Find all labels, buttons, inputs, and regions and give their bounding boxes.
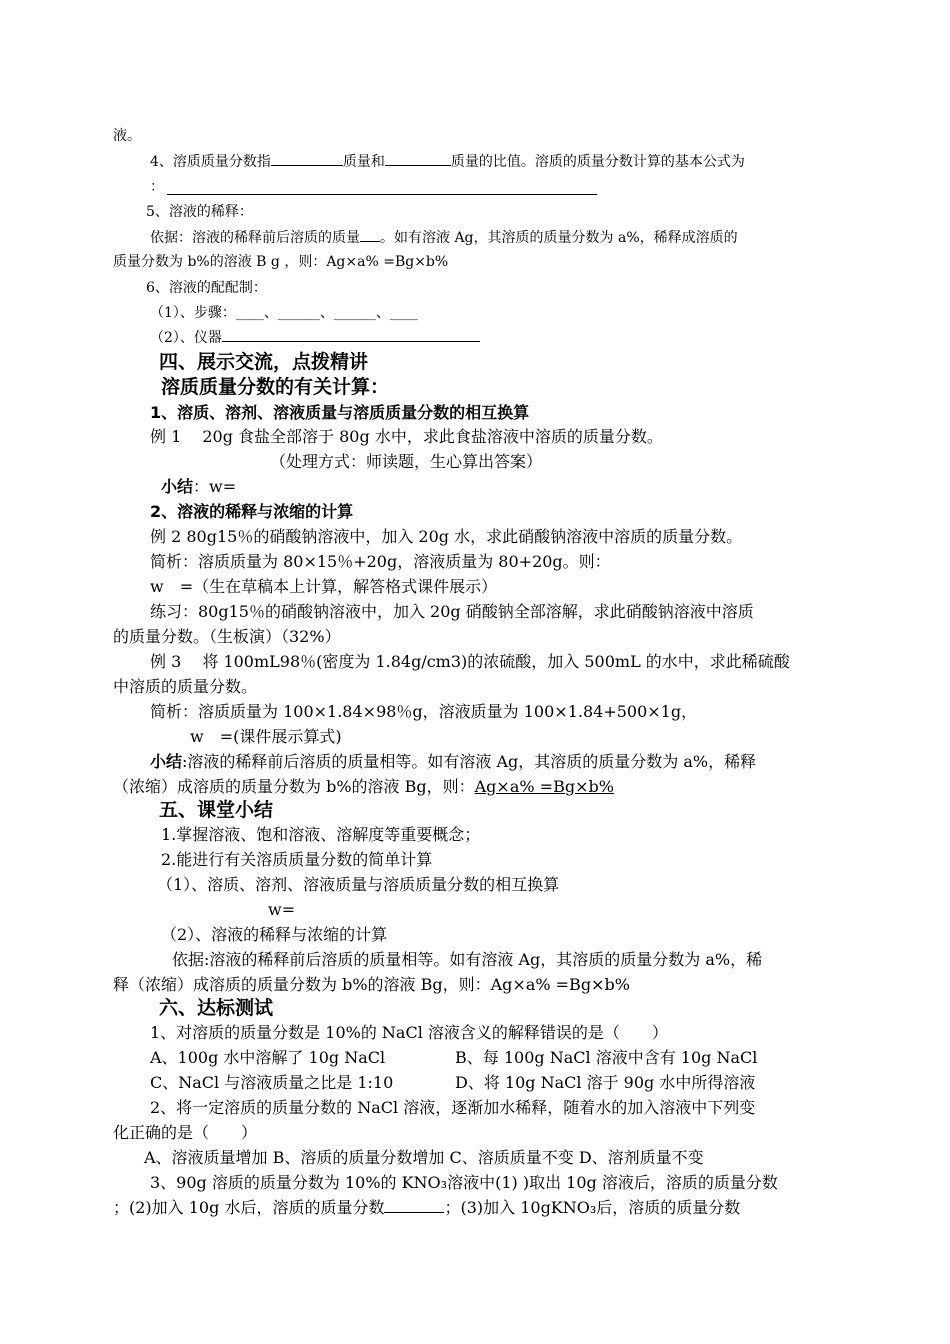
item-6-heading: 6、溶液的配配制： xyxy=(146,280,267,296)
item-5-basis-text-a: 依据：溶液的稀释前后溶质的质量 xyxy=(150,230,360,246)
question-1: 1、对溶质的质量分数是 10%的 NaCl 溶液含义的解释错误的是（ ） xyxy=(150,1023,668,1042)
item-4-line xyxy=(150,151,745,172)
section-6-title: 六、达标测试 xyxy=(159,997,274,1019)
question-2-line-1: 2、将一定溶质的质量分数的 NaCl 溶液，逐渐加水稀释，随着水的加入溶液中下列变 xyxy=(150,1098,756,1117)
summary-label: 小结 xyxy=(161,477,194,496)
item-6-instruments xyxy=(150,327,480,348)
example-2-w: w =（生在草稿本上计算，解答格式课件展示） xyxy=(150,577,498,596)
item-5-basis-line-2: 质量分数为 b%的溶液 B g ，则：Ag×a% =Bg×b% xyxy=(113,254,449,270)
question-1-option-a[interactable]: A、100g 水中溶解了 10g NaCl xyxy=(150,1048,386,1067)
practice-line-1: 练习：80g15％的硝酸钠溶液中，加入 20g 硝酸钠全部溶解，求此硝酸钠溶液中溶质 xyxy=(150,602,754,621)
summary-point-3-w: w= xyxy=(268,900,296,919)
summary-text: :溶液的稀释前后溶质的质量相等。如有溶液 Ag，其溶质的质量分数为 a%，稀释 xyxy=(182,752,757,771)
example-2: 例 2 80g15％的硝酸钠溶液中，加入 20g 水，求此硝酸钠溶液中溶质的质量分数。 xyxy=(150,527,743,546)
item-4-formula-line: ： xyxy=(150,179,164,195)
summary-2-line-2 xyxy=(113,776,614,798)
question-1-option-d[interactable]: D、将 10g NaCl 溶于 90g 水中所得溶液 xyxy=(455,1073,756,1092)
summary-1 xyxy=(161,476,236,498)
summary-basis-line-2: 释（浓缩）成溶质的质量分数为 b%的溶液 Bg，则：Ag×a% =Bg×b% xyxy=(113,975,630,994)
question-3-line-2 xyxy=(113,1197,740,1219)
question-2-line-2: 化正确的是（ ） xyxy=(113,1123,258,1142)
summary-point-1: 1.掌握溶液、饱和溶液、溶解度等重要概念； xyxy=(161,825,481,844)
fill-blank[interactable] xyxy=(271,151,343,166)
question-1-option-b[interactable]: B、每 100g NaCl 溶液中含有 10g NaCl xyxy=(455,1048,758,1067)
example-3-line-1: 例 3 将 100mL98％(密度为 1.84g/cm3)的浓硫酸，加入 500mL 的水中，求此稀硫酸 xyxy=(150,652,790,671)
item-5-basis-text-b: 。如有溶液 Ag，其溶质的质量分数为 a%，稀释成溶质的 xyxy=(380,230,738,246)
summary-2-line-1 xyxy=(150,751,756,773)
example-1: 例 1 20g 食盐全部溶于 80g 水中，求此食盐溶液中溶质的质量分数。 xyxy=(150,427,663,446)
section-5-title: 五、课堂小结 xyxy=(159,799,274,821)
question-3-line-1: 3、90g 溶质的质量分数为 10%的 KNO₃溶液中(1) )取出 10g 溶液后，溶质的质量分数 xyxy=(150,1173,778,1192)
fill-blank[interactable] xyxy=(222,327,480,342)
summary-label: 小结 xyxy=(150,752,183,771)
item-5-basis-line xyxy=(150,227,738,248)
example-2-analysis: 简析：溶质质量为 80×15％+20g，溶液质量为 80+20g。则： xyxy=(150,552,611,571)
summary-formula: Ag×a% =Bg×b% xyxy=(474,777,614,796)
practice-line-2: 的质量分数。（生板演）（32%） xyxy=(113,627,341,646)
summary-text: （浓缩）成溶质的质量分数为 b%的溶液 Bg，则： xyxy=(113,777,475,796)
summary-text: ：w= xyxy=(193,477,237,496)
section-4-heading-1: 1、溶质、溶剂、溶液质量与溶质质量分数的相互换算 xyxy=(150,403,530,422)
question-2-options[interactable]: A、溶液质量增加 B、溶质的质量分数增加 C、溶质质量不变 D、溶剂质量不变 xyxy=(144,1148,704,1167)
summary-basis-line-1: 依据:溶液的稀释前后溶质的质量相等。如有溶液 Ag，其溶质的质量分数为 a%，稀 xyxy=(172,950,763,969)
example-3-w: w =(课件展示算式) xyxy=(190,727,342,746)
question-3-text-b: ；(3)加入 10gKNO₃后，溶质的质量分数 xyxy=(444,1198,741,1217)
summary-point-3: （1）、溶质、溶剂、溶液质量与溶质质量分数的相互换算 xyxy=(157,875,560,894)
item-4-text-a: 4、溶质质量分数指 xyxy=(150,154,271,170)
fill-blank[interactable] xyxy=(360,227,380,242)
item-6-steps: （1）、步骤：____、______、______、____ xyxy=(150,305,418,321)
question-3-text-a: ；(2)加入 10g 水后，溶质的质量分数 xyxy=(113,1198,385,1217)
section-4-heading-2: 2、溶液的稀释与浓缩的计算 xyxy=(150,502,354,521)
item-4-text-b: 质量和 xyxy=(342,154,385,170)
section-4-title: 四、展示交流，点拨精讲 xyxy=(159,351,369,373)
fill-line[interactable] xyxy=(167,194,597,195)
section-4-subtitle: 溶质质量分数的有关计算： xyxy=(161,376,390,398)
summary-point-2: 2.能进行有关溶质质量分数的简单计算 xyxy=(161,850,433,869)
item-6-instruments-label: （2）、仪器 xyxy=(150,330,222,346)
example-3-analysis: 简析：溶质质量为 100×1.84×98％g，溶液质量为 100×1.84+500×1g， xyxy=(150,702,698,721)
item-4-text-c: 质量的比值。溶质的质量分数计算的基本公式为 xyxy=(450,154,745,170)
example-3-line-2: 中溶质的质量分数。 xyxy=(113,677,258,696)
text-line: 液。 xyxy=(113,128,141,144)
fill-blank[interactable] xyxy=(384,1198,444,1213)
fill-blank[interactable] xyxy=(385,151,451,166)
item-5-heading: 5、溶液的稀释： xyxy=(146,204,253,220)
question-1-option-c[interactable]: C、NaCl 与溶液质量之比是 1:10 xyxy=(150,1073,394,1092)
example-1-note: （处理方式：师读题，生心算出答案） xyxy=(270,452,543,471)
summary-point-4: （2）、溶液的稀释与浓缩的计算 xyxy=(161,925,388,944)
